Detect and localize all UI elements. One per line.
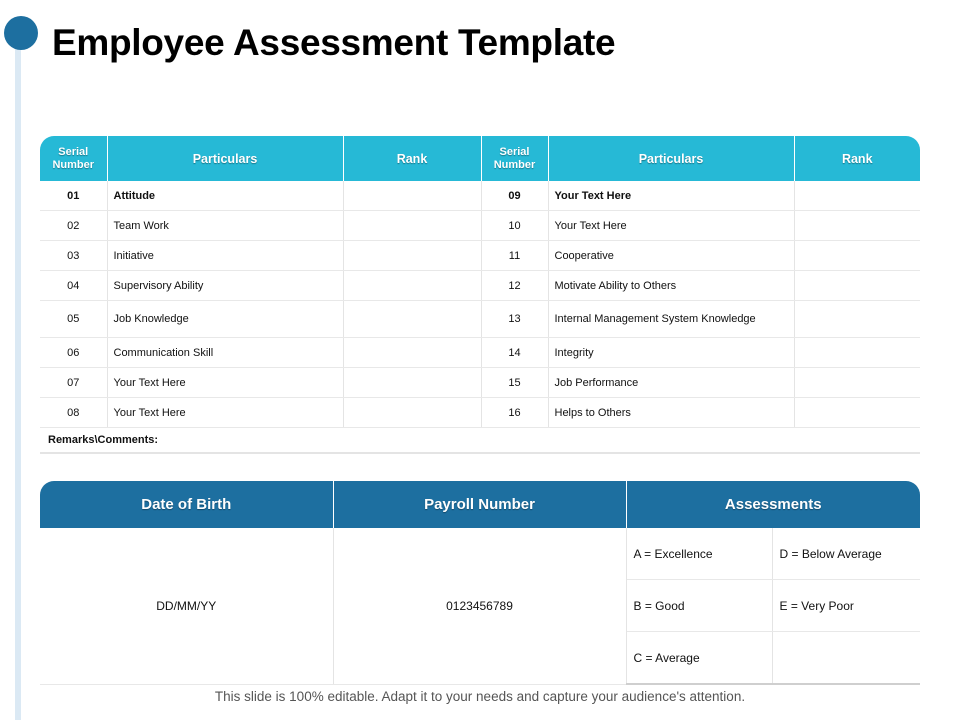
serial-cell: 05	[40, 301, 107, 338]
table-row	[40, 241, 920, 271]
header-serial-number-1: Serial Number	[40, 136, 107, 181]
particulars-table	[40, 136, 920, 454]
serial-cell: 11	[481, 241, 548, 271]
header-payroll-number: Payroll Number	[333, 481, 626, 528]
particular-cell: Helps to Others	[548, 398, 794, 428]
rank-cell[interactable]	[343, 368, 481, 398]
serial-cell: 07	[40, 368, 107, 398]
header-assessments: Assessments	[626, 481, 920, 528]
particular-cell: Your Text Here	[107, 368, 343, 398]
page-title: Employee Assessment Template	[52, 22, 616, 63]
grade-cell: D = Below Average	[772, 528, 920, 580]
grade-cell: E = Very Poor	[772, 580, 920, 632]
serial-cell: 04	[40, 271, 107, 301]
particular-cell: Motivate Ability to Others	[548, 271, 794, 301]
serial-cell: 09	[481, 181, 548, 211]
particular-cell: Initiative	[107, 241, 343, 271]
header-particulars-2: Particulars	[548, 136, 794, 181]
rank-cell[interactable]	[794, 211, 920, 241]
table-row	[40, 211, 920, 241]
particular-cell: Your Text Here	[548, 181, 794, 211]
rank-cell[interactable]	[343, 338, 481, 368]
serial-cell: 08	[40, 398, 107, 428]
particular-cell: Cooperative	[548, 241, 794, 271]
rank-cell[interactable]	[794, 338, 920, 368]
serial-cell: 06	[40, 338, 107, 368]
rank-cell[interactable]	[794, 301, 920, 338]
rank-cell[interactable]	[343, 301, 481, 338]
remarks-label[interactable]: Remarks\Comments:	[40, 428, 920, 454]
table-row	[40, 398, 920, 428]
particular-cell: Job Knowledge	[107, 301, 343, 338]
date-of-birth-value[interactable]: DD/MM/YY	[40, 528, 333, 684]
serial-cell: 14	[481, 338, 548, 368]
table-row	[40, 528, 920, 580]
grade-cell: C = Average	[626, 632, 772, 685]
header-rank-2: Rank	[794, 136, 920, 181]
grade-cell: B = Good	[626, 580, 772, 632]
decorative-vertical-line	[15, 40, 21, 720]
rank-cell[interactable]	[794, 241, 920, 271]
table-row	[40, 181, 920, 211]
serial-cell: 12	[481, 271, 548, 301]
serial-cell: 15	[481, 368, 548, 398]
table-row	[40, 271, 920, 301]
rank-cell[interactable]	[794, 398, 920, 428]
employee-info-table	[40, 481, 920, 685]
payroll-number-value[interactable]: 0123456789	[333, 528, 626, 684]
table-row	[40, 368, 920, 398]
header-date-of-birth: Date of Birth	[40, 481, 333, 528]
serial-cell: 02	[40, 211, 107, 241]
table-row	[40, 338, 920, 368]
rank-cell[interactable]	[794, 368, 920, 398]
rank-cell[interactable]	[343, 211, 481, 241]
rank-cell[interactable]	[343, 241, 481, 271]
serial-cell: 16	[481, 398, 548, 428]
particular-cell: Integrity	[548, 338, 794, 368]
particular-cell: Attitude	[107, 181, 343, 211]
header-particulars-1: Particulars	[107, 136, 343, 181]
particular-cell: Your Text Here	[548, 211, 794, 241]
grade-cell: A = Excellence	[626, 528, 772, 580]
rank-cell[interactable]	[794, 181, 920, 211]
rank-cell[interactable]	[343, 181, 481, 211]
serial-cell: 10	[481, 211, 548, 241]
header-serial-number-2: Serial Number	[481, 136, 548, 181]
serial-cell: 13	[481, 301, 548, 338]
table-row	[40, 301, 920, 338]
grade-cell	[772, 632, 920, 685]
particular-cell: Supervisory Ability	[107, 271, 343, 301]
employee-info-header-row	[40, 481, 920, 528]
rank-cell[interactable]	[343, 271, 481, 301]
serial-cell: 01	[40, 181, 107, 211]
header-rank-1: Rank	[343, 136, 481, 181]
particular-cell: Team Work	[107, 211, 343, 241]
rank-cell[interactable]	[794, 271, 920, 301]
remarks-row	[40, 428, 920, 454]
decorative-circle	[4, 16, 38, 50]
particular-cell: Internal Management System Knowledge	[548, 301, 794, 338]
particular-cell: Job Performance	[548, 368, 794, 398]
particulars-header-row	[40, 136, 920, 181]
serial-cell: 03	[40, 241, 107, 271]
particular-cell: Your Text Here	[107, 398, 343, 428]
rank-cell[interactable]	[343, 398, 481, 428]
particular-cell: Communication Skill	[107, 338, 343, 368]
footer-note: This slide is 100% editable. Adapt it to your needs and capture your audience's attention.	[214, 689, 746, 704]
